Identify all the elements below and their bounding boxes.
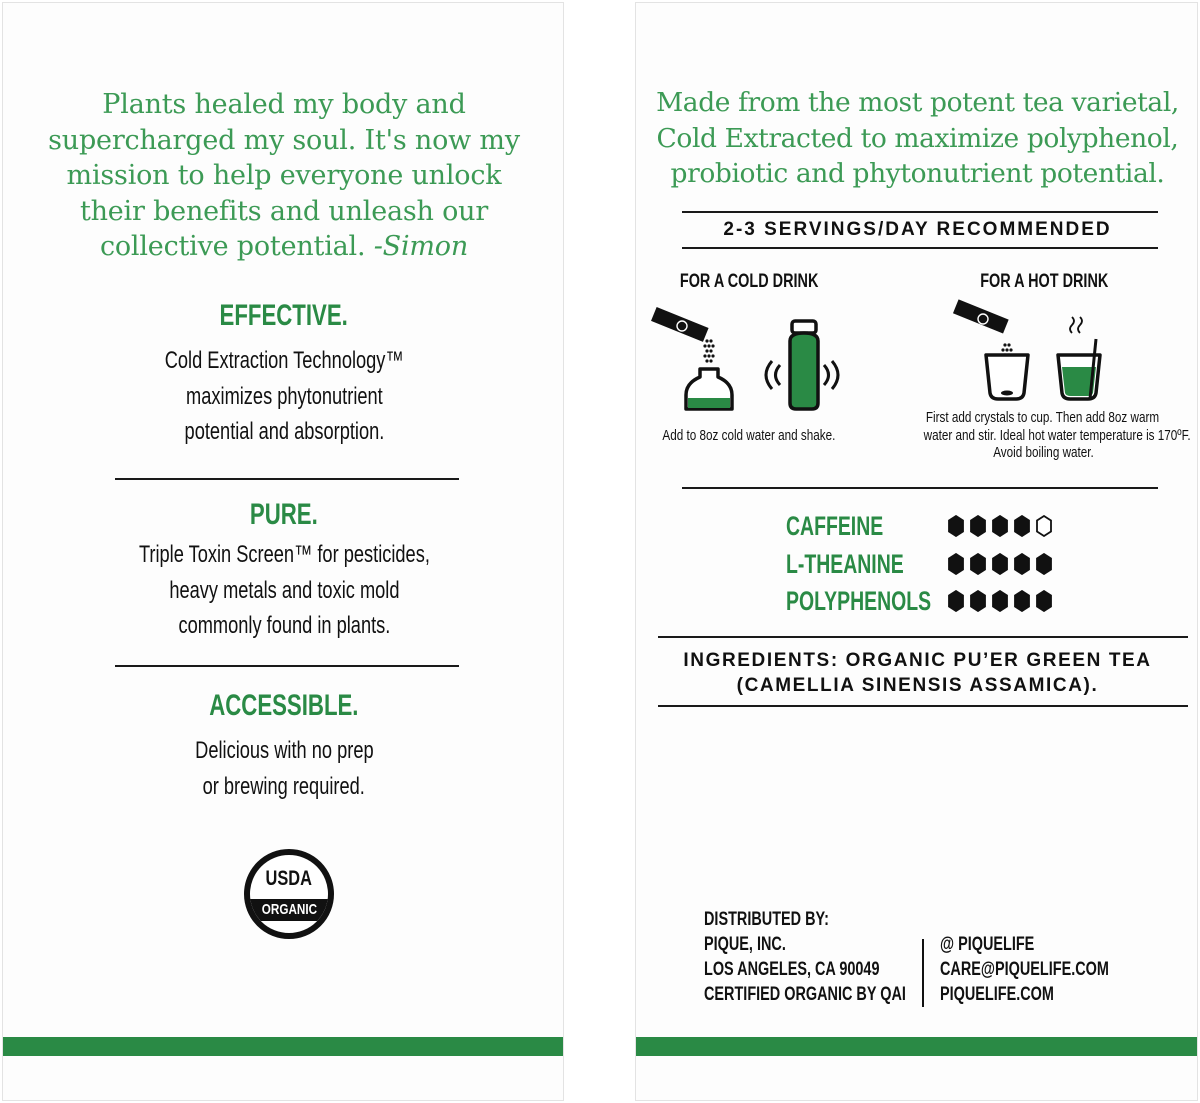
left-panel bbox=[2, 2, 564, 1101]
quote-author: -Simon bbox=[373, 231, 469, 262]
divider bbox=[658, 636, 1188, 638]
green-footer-bar bbox=[636, 1037, 1197, 1056]
section-heading-pure: PURE. bbox=[250, 498, 318, 531]
hot-drink-instructions bbox=[886, 409, 1200, 462]
body-line: Triple Toxin Screen™ for pesticides, bbox=[138, 541, 430, 568]
body-line: or brewing required. bbox=[202, 772, 366, 800]
rating-dot-filled-icon bbox=[1014, 590, 1030, 612]
ingredients bbox=[636, 648, 1199, 698]
body-line: maximizes phytonutrient bbox=[185, 382, 383, 410]
crystal-packet-icon bbox=[651, 307, 709, 342]
rating-dot-filled-icon bbox=[992, 590, 1008, 612]
instruction-line: water and stir. Ideal hot water temperature is 170ºF. bbox=[923, 426, 1191, 444]
rating-dot-filled-icon bbox=[970, 553, 986, 575]
rating-dot-filled-icon bbox=[970, 590, 986, 612]
contact-info bbox=[940, 932, 1180, 1007]
body-line: commonly found in plants. bbox=[178, 612, 390, 639]
rating-dot-filled-icon bbox=[948, 515, 964, 537]
contact-email[interactable]: CARE@PIQUELIFE.COM bbox=[940, 959, 1109, 980]
quote-line bbox=[3, 229, 565, 265]
founder-quote bbox=[3, 87, 565, 265]
section-heading-effective: EFFECTIVE. bbox=[219, 299, 349, 332]
green-footer-bar bbox=[3, 1037, 563, 1056]
ingredients-line: INGREDIENTS: ORGANIC PU’ER GREEN TEA bbox=[683, 650, 1152, 671]
shaking-bottle-icon bbox=[766, 321, 838, 409]
distributor-line: LOS ANGELES, CA 90049 bbox=[704, 959, 880, 980]
rating-dot-filled-icon bbox=[1014, 515, 1030, 537]
rating-dot-filled-icon bbox=[948, 553, 964, 575]
full-cup-icon bbox=[1058, 339, 1100, 399]
metric-label-caffeine: CAFFEINE bbox=[786, 511, 884, 541]
rating-dot-filled-icon bbox=[992, 515, 1008, 537]
metric-label-l-theanine: L-THEANINE bbox=[786, 548, 904, 579]
rating-polyphenols bbox=[948, 590, 1052, 628]
vertical-divider bbox=[922, 939, 924, 1007]
instruction-line: First add crystals to cup. Then add 8oz warm bbox=[926, 409, 1160, 426]
distributor-line: PIQUE, INC. bbox=[704, 934, 786, 955]
quote-line: Plants healed my body and bbox=[102, 89, 466, 120]
right-panel bbox=[635, 2, 1198, 1101]
divider bbox=[115, 478, 459, 480]
rating-dot-filled-icon bbox=[970, 515, 986, 537]
body-line: Cold Extraction Technology™ bbox=[164, 347, 404, 374]
cold-drink-title: FOR A COLD DRINK bbox=[679, 271, 819, 292]
metric-label-polyphenols: POLYPHENOLS bbox=[786, 586, 932, 616]
rating-l-theanine bbox=[948, 553, 1052, 591]
tagline-line: probiotic and phytonutrient potential. bbox=[670, 158, 1165, 189]
body-line: heavy metals and toxic mold bbox=[168, 576, 400, 604]
ingredients-line: (CAMELLIA SINENSIS ASSAMICA). bbox=[736, 675, 1099, 696]
divider bbox=[682, 487, 1158, 489]
rating-dot-filled-icon bbox=[948, 590, 964, 612]
divider bbox=[682, 211, 1158, 213]
rating-dot-filled-icon bbox=[1014, 553, 1030, 575]
distributor-line: DISTRIBUTED BY: bbox=[704, 909, 829, 930]
cold-drink-instructions: Add to 8oz cold water and shake. bbox=[662, 427, 836, 444]
rating-dot-empty-icon bbox=[1036, 515, 1052, 537]
divider bbox=[682, 247, 1158, 249]
crystal-packet-icon bbox=[953, 299, 1009, 333]
section-heading-accessible: ACCESSIBLE. bbox=[209, 689, 359, 722]
section-body-pure bbox=[3, 537, 565, 644]
steam-icon bbox=[1070, 317, 1082, 333]
servings-recommendation: 2-3 SERVINGS/DAY RECOMMENDED bbox=[723, 219, 1112, 240]
divider bbox=[658, 705, 1188, 707]
website-link[interactable]: PIQUELIFE.COM bbox=[940, 984, 1054, 1005]
cold-drink-illustration bbox=[644, 303, 854, 415]
hot-drink-title: FOR A HOT DRINK bbox=[979, 271, 1109, 292]
metric-ratings bbox=[948, 515, 1052, 628]
section-body-accessible bbox=[3, 733, 565, 804]
crystal-drops-icon bbox=[703, 339, 714, 362]
tagline-line: Made from the most potent tea varietal, bbox=[656, 87, 1179, 118]
divider bbox=[115, 665, 459, 667]
quote-line-text: collective potential. bbox=[99, 231, 366, 262]
distributor-line: CERTIFIED ORGANIC BY QAI bbox=[704, 984, 906, 1005]
instruction-line: Avoid boiling water. bbox=[992, 444, 1094, 461]
body-line: Delicious with no prep bbox=[194, 737, 374, 764]
rating-caffeine bbox=[948, 515, 1052, 553]
body-line: potential and absorption. bbox=[184, 418, 384, 445]
distributor-info bbox=[704, 907, 924, 1007]
tagline-line: Cold Extracted to maximize polyphenol, bbox=[656, 122, 1179, 154]
rating-dot-filled-icon bbox=[1036, 590, 1052, 612]
product-tagline bbox=[636, 85, 1199, 192]
hot-drink-illustration bbox=[944, 297, 1144, 409]
rating-dot-filled-icon bbox=[1036, 553, 1052, 575]
usda-organic-seal: USDA ORGANIC bbox=[244, 849, 334, 939]
quote-line: their benefits and unleash our bbox=[79, 195, 489, 227]
quote-line: supercharged my soul. It's now my bbox=[48, 124, 520, 156]
rating-dot-filled-icon bbox=[992, 553, 1008, 575]
social-handle[interactable]: @ PIQUELIFE bbox=[940, 934, 1035, 955]
open-bottle-icon bbox=[686, 369, 732, 409]
quote-line: mission to help everyone unlock bbox=[66, 160, 502, 191]
empty-cup-icon bbox=[986, 355, 1028, 399]
section-body-effective bbox=[3, 343, 565, 450]
